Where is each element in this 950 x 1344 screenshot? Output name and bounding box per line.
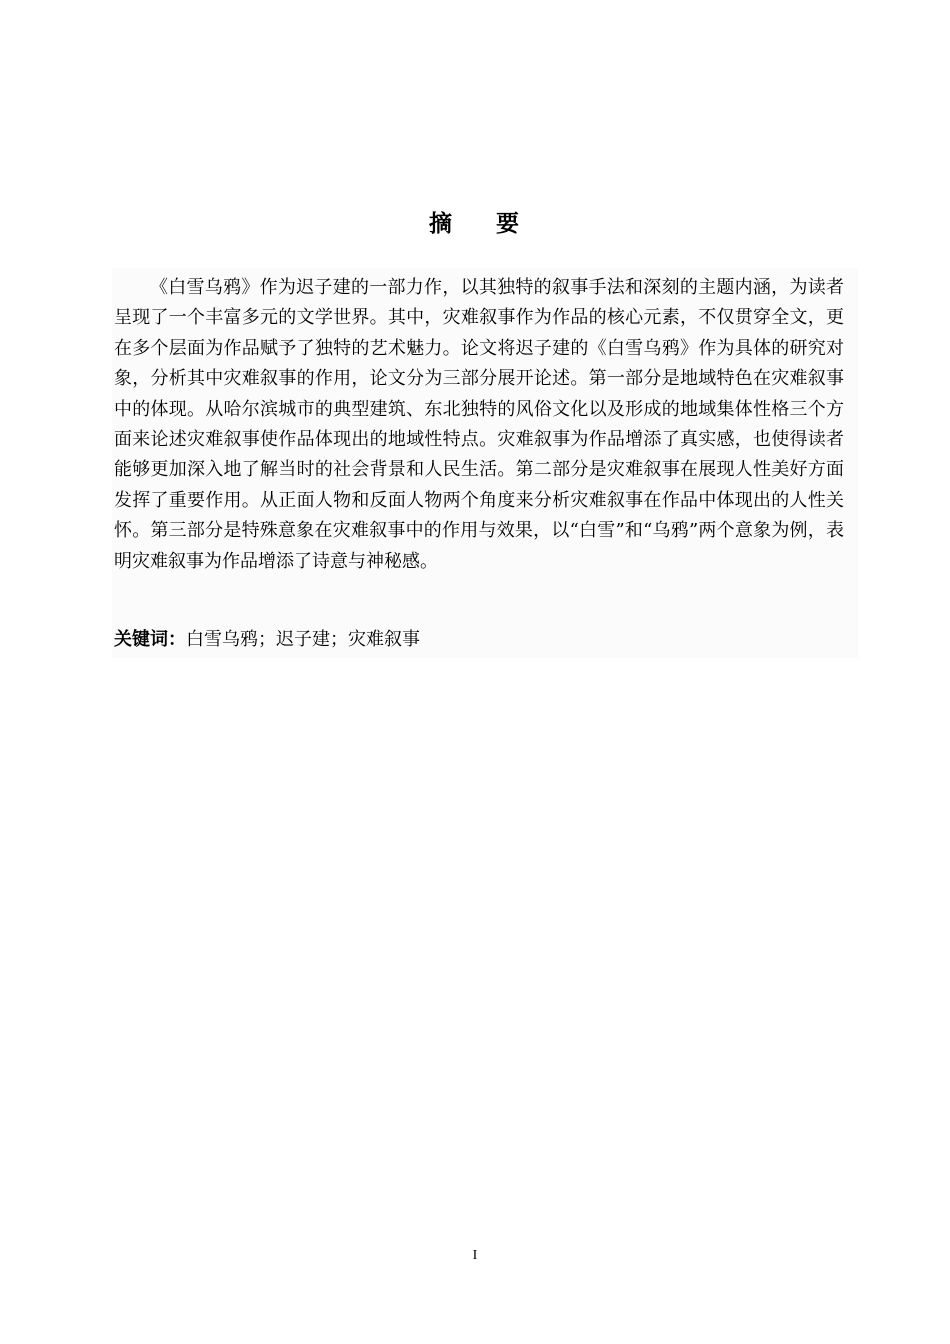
page-number: I — [472, 1248, 478, 1263]
keywords-line — [114, 625, 420, 655]
abstract-paragraph: 《白雪乌鸦》作为迟子建的一部力作，以其独特的叙事手法和深刻的主题内涵，为读者呈现了一个丰富多元的文学世界。其中，灾难叙事作为作品的核心元素，不仅贯穿全文，更在多个层面为作品赋予了独特的艺术魅力。论文将迟子建的《白雪乌鸦》作为具体的研究对象，分析其中灾难叙事的作用，论文分为三部分展开论述。第一部分是地域特色在灾难叙事中的体现。从哈尔滨城市的典型建筑、东北独特的风俗文化以及形成的地域集体性格三个方面来论述灾难叙事使作品体现出的地域性特点。灾难叙事为作品增添了真实感，也使得读者能够更加深入地了解当时的社会背景和人民生活。第二部分是灾难叙事在展现人性美好方面发挥了重要作用。从正面人物和反面人物两个角度来分析灾难叙事在作品中体现出的人性关怀。第三部分是特殊意象在灾难叙事中的作用与效果，以“白雪”和“乌鸦”两个意象为例，表明灾难叙事为作品增添了诗意与神秘感。 — [114, 277, 844, 572]
keywords-label: 关键词： — [114, 629, 186, 650]
keywords-value: 白雪乌鸦；迟子建；灾难叙事 — [186, 629, 420, 650]
title-char-1: 摘 — [429, 211, 454, 237]
page-title — [0, 206, 950, 242]
title-char-2: 要 — [496, 211, 521, 237]
